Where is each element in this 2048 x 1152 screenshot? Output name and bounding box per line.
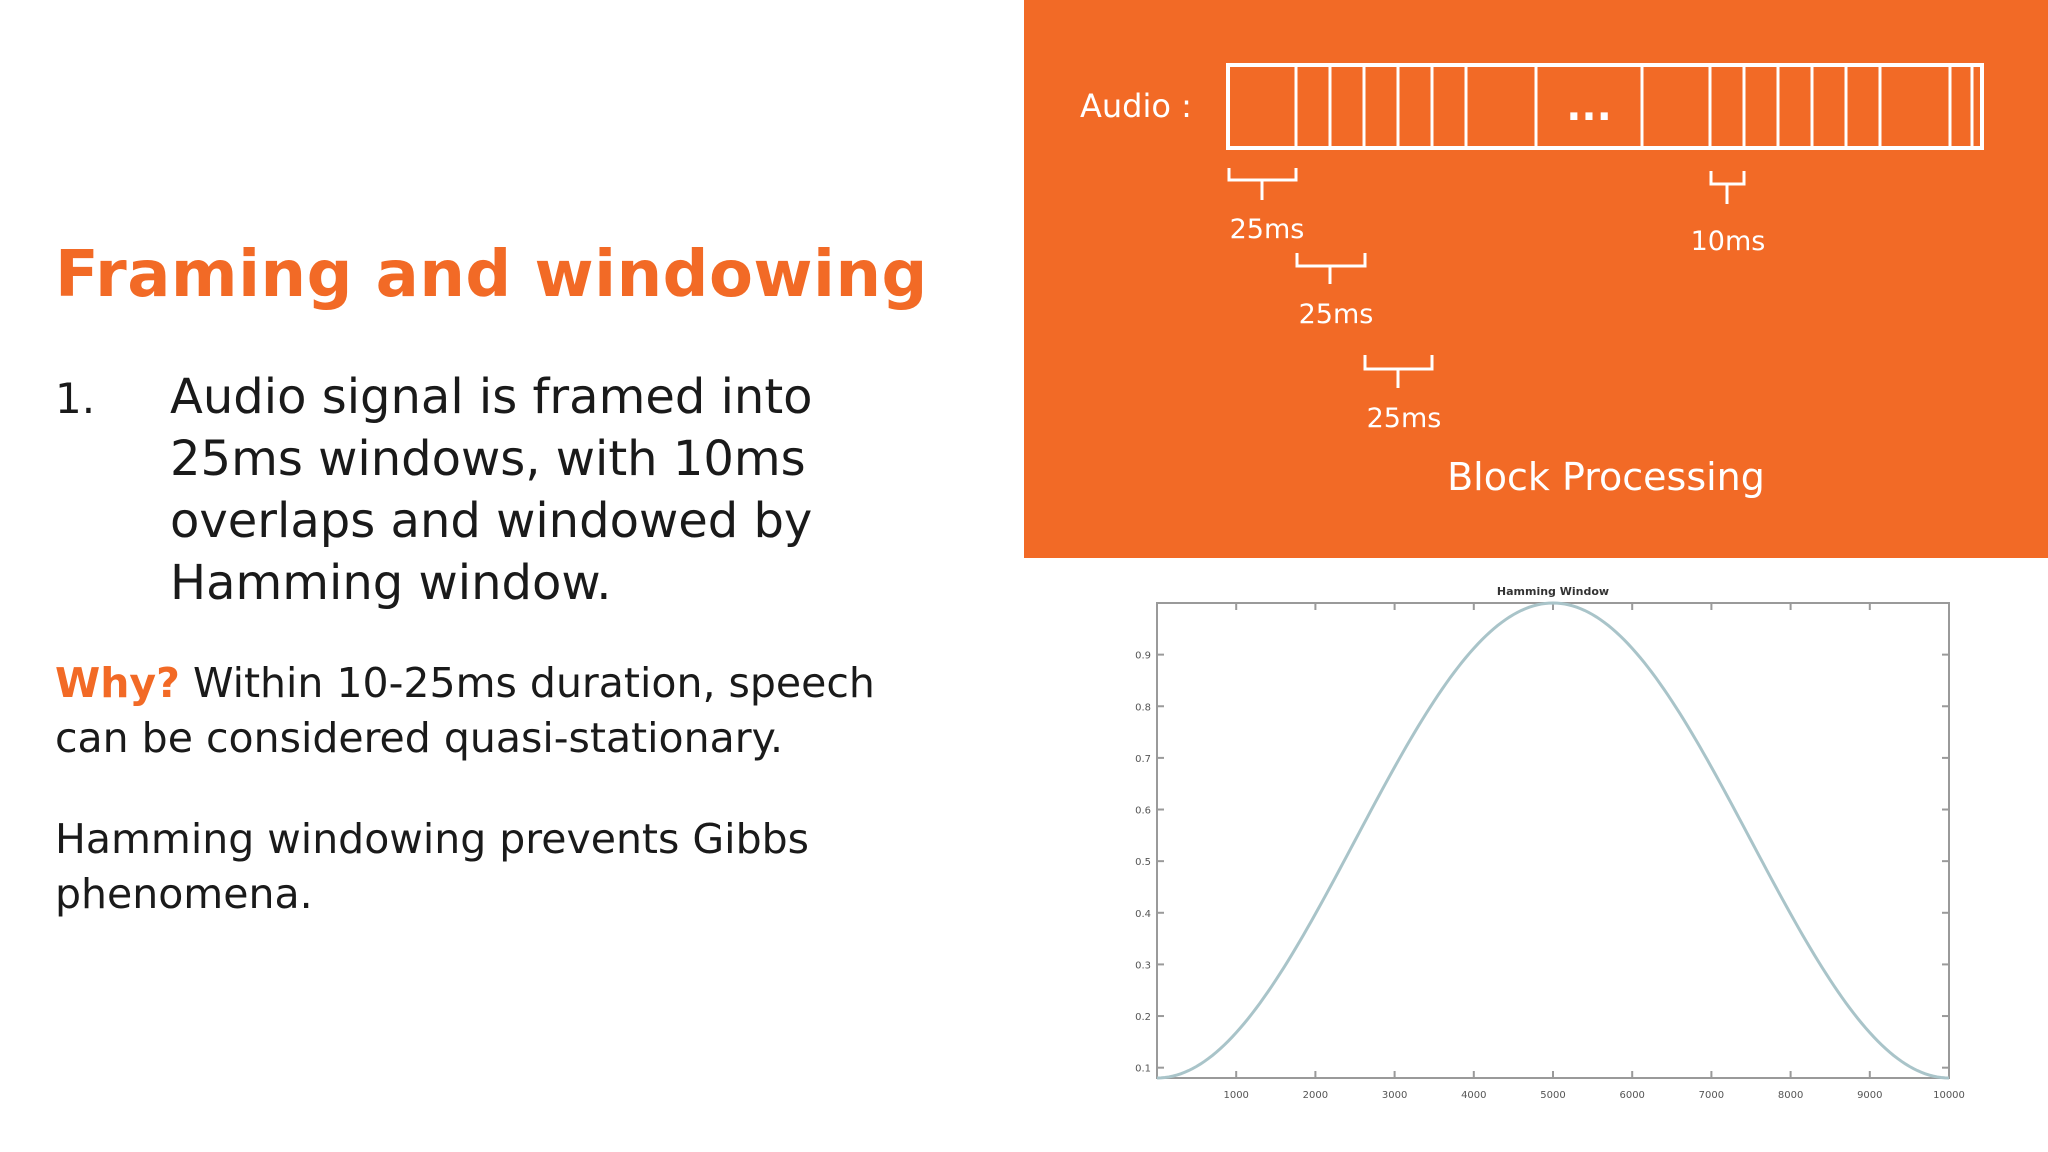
y-tick-label: 0.6 xyxy=(1135,805,1151,817)
frame-label-1: 25ms xyxy=(1229,214,1305,245)
hamming-curve xyxy=(1157,603,1949,1078)
block-processing-diagram xyxy=(1024,0,2048,558)
frame-braces xyxy=(1229,168,1744,388)
y-tick-label: 0.4 xyxy=(1135,908,1151,920)
frame-label-2: 25ms xyxy=(1298,299,1374,330)
x-tick-label: 6000 xyxy=(1619,1090,1645,1101)
y-tick-label: 0.9 xyxy=(1135,650,1151,662)
x-tick-label: 3000 xyxy=(1381,1090,1408,1101)
gibbs-paragraph: Hamming windowing prevents Gibbs phenomena. xyxy=(55,815,809,918)
x-tick-label: 2000 xyxy=(1302,1090,1329,1101)
axis-ticks xyxy=(1135,603,1965,1101)
x-tick-label: 7000 xyxy=(1698,1090,1725,1101)
x-tick-label: 4000 xyxy=(1461,1090,1487,1101)
hamming-chart-container xyxy=(1110,575,1990,1115)
overlap-label: 10ms xyxy=(1690,226,1766,257)
slide-title: Framing and windowing xyxy=(55,238,928,312)
hamming-window-chart xyxy=(1110,575,1990,1115)
list-item-text: Audio signal is framed into 25ms windows, with 10ms overlaps and windowed by Hamming window. xyxy=(170,369,813,611)
x-tick-label: 10000 xyxy=(1933,1090,1965,1101)
list-number: 1. xyxy=(55,374,96,423)
frame-label-3: 25ms xyxy=(1366,403,1442,434)
x-tick-label: 9000 xyxy=(1857,1090,1883,1101)
x-tick-label: 5000 xyxy=(1540,1090,1566,1101)
block-processing-caption: Block Processing xyxy=(1447,455,1765,499)
why-label: Why? xyxy=(55,659,180,707)
y-tick-label: 0.5 xyxy=(1135,857,1151,869)
y-tick-label: 0.7 xyxy=(1135,753,1151,765)
y-tick-label: 0.1 xyxy=(1135,1063,1151,1075)
block-processing-panel xyxy=(1024,0,2048,558)
x-tick-label: 1000 xyxy=(1223,1090,1249,1101)
why-paragraph xyxy=(55,656,905,766)
plot-frame xyxy=(1157,603,1949,1078)
chart-title: Hamming Window xyxy=(1496,585,1610,598)
ellipsis-label: ... xyxy=(1566,84,1612,130)
y-tick-label: 0.2 xyxy=(1135,1012,1151,1024)
y-tick-label: 0.8 xyxy=(1135,702,1151,714)
y-tick-label: 0.3 xyxy=(1135,960,1151,972)
why-text: Within 10-25ms duration, speech can be considered quasi-stationary. xyxy=(55,659,875,762)
audio-label: Audio : xyxy=(1080,87,1192,125)
x-tick-label: 8000 xyxy=(1777,1090,1804,1101)
